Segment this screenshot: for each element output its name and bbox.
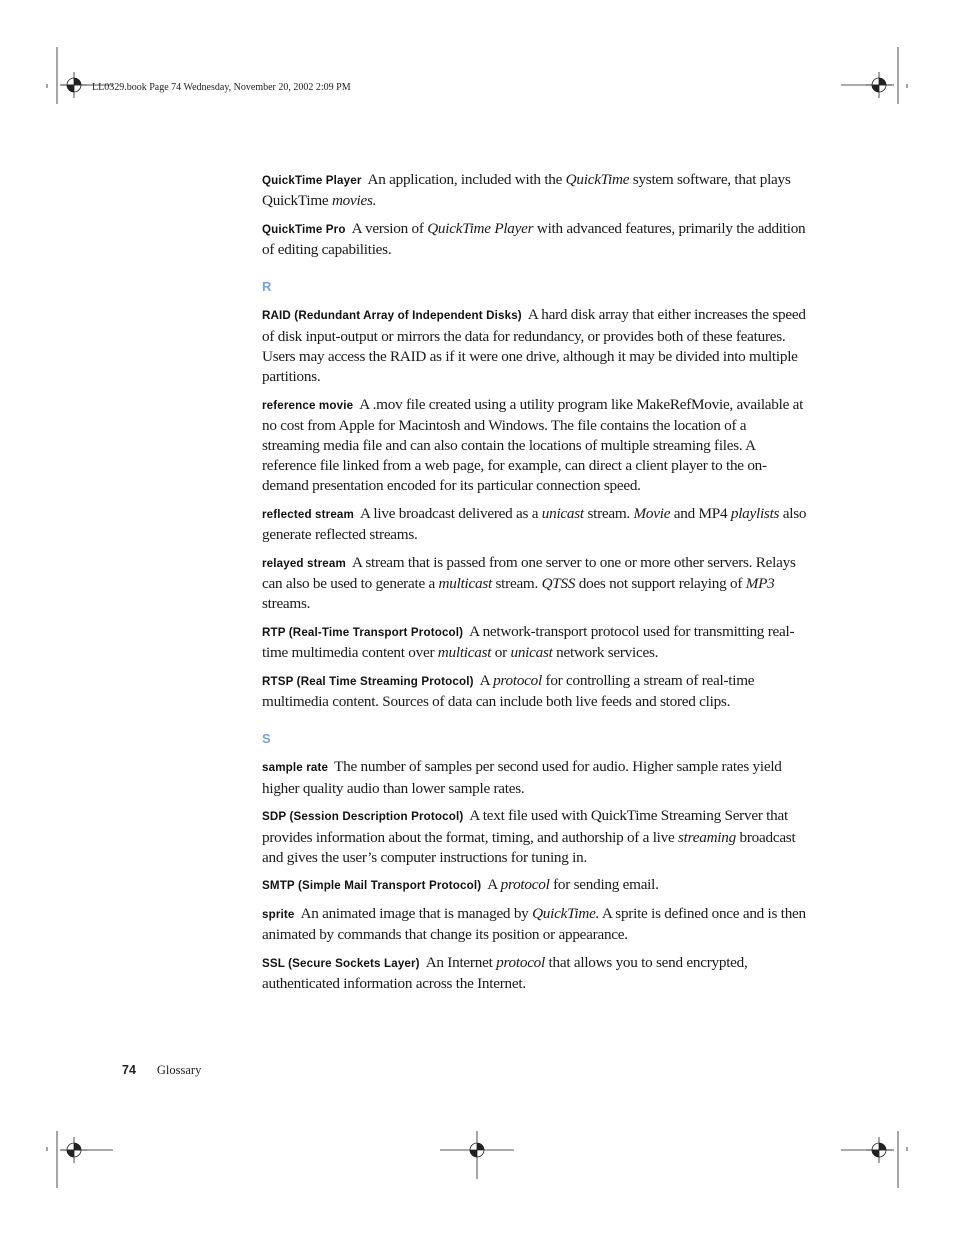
definition-emphasis: QTSS bbox=[541, 575, 576, 593]
glossary-term: SDP (Session Description Protocol) bbox=[262, 810, 464, 824]
glossary-term: QuickTime Pro bbox=[262, 222, 346, 236]
glossary-term: SMTP (Simple Mail Transport Protocol) bbox=[262, 879, 482, 893]
definition-text: for controlling a stream of real-time multimedia content. Sources of data can include both live feeds and stored clips. bbox=[262, 672, 755, 711]
glossary-term: reference movie bbox=[262, 398, 354, 412]
glossary-entry bbox=[262, 553, 807, 615]
definition-text: An application, included with the bbox=[367, 171, 566, 188]
glossary-sections bbox=[262, 279, 807, 994]
page-footer bbox=[122, 1063, 201, 1078]
glossary-term: sprite bbox=[262, 908, 295, 922]
glossary-entry bbox=[262, 953, 807, 994]
definition-emphasis: streaming bbox=[678, 828, 736, 846]
glossary-content bbox=[262, 170, 807, 1002]
definition-text: An animated image that is managed by bbox=[300, 905, 533, 923]
glossary-term: RTP (Real-Time Transport Protocol) bbox=[262, 626, 464, 640]
definition-text: with advanced features, primarily the addition of editing capabilities. bbox=[262, 219, 806, 259]
definition-emphasis: QuickTime bbox=[565, 171, 630, 188]
page-number: 74 bbox=[122, 1063, 136, 1077]
glossary-term: RTSP (Real Time Streaming Protocol) bbox=[262, 675, 474, 689]
definition-text: A hard disk array that either increases the speed of disk input-output or mirrors the data for redundancy, or provides both of these features. Users may access the RAID as if it were one drive, although it may be divided into multiple partitions. bbox=[262, 306, 806, 385]
section-letter: R bbox=[262, 279, 272, 295]
section-letter: S bbox=[262, 731, 271, 747]
section-name: Glossary bbox=[156, 1063, 202, 1077]
definition-emphasis: protocol bbox=[493, 672, 542, 690]
glossary-term: RAID (Redundant Array of Independent Disks) bbox=[262, 309, 522, 323]
glossary-entry bbox=[262, 757, 807, 798]
definition-emphasis: MP3 bbox=[745, 575, 775, 593]
glossary-entry bbox=[262, 170, 807, 211]
print-header: LL0329.book Page 74 Wednesday, November 20, 2002 2:09 PM bbox=[92, 82, 351, 93]
glossary-term: reflected stream bbox=[262, 508, 354, 522]
definition-text: An Internet bbox=[425, 954, 497, 972]
definition-text: network services. bbox=[552, 644, 659, 662]
definition-emphasis: multicast bbox=[437, 644, 492, 662]
glossary-entry bbox=[262, 395, 807, 497]
definition-text: streams. bbox=[262, 595, 311, 613]
definition-text: and MP4 bbox=[670, 505, 731, 523]
glossary-entry bbox=[262, 504, 807, 545]
definition-text: A text file used with QuickTime Streaming Server that provides information about the format, timing, and authorship of a live bbox=[262, 807, 788, 846]
entries-q bbox=[262, 170, 807, 260]
definition-text: or bbox=[491, 644, 511, 662]
definition-text: does not support relaying of bbox=[575, 575, 746, 593]
definition-emphasis: multicast bbox=[438, 575, 492, 593]
glossary-term: QuickTime Player bbox=[262, 174, 362, 187]
definition-text: stream. bbox=[583, 505, 634, 523]
glossary-entry bbox=[262, 219, 807, 260]
definition-emphasis: QuickTime. bbox=[532, 905, 600, 923]
glossary-entry bbox=[262, 305, 807, 387]
glossary-term: sample rate bbox=[262, 761, 329, 775]
glossary-entry bbox=[262, 875, 807, 896]
definition-text: broadcast and gives the user’s computer instructions for tuning in. bbox=[262, 828, 796, 866]
definition-text: stream. bbox=[491, 575, 542, 593]
definition-emphasis: movies. bbox=[331, 192, 377, 210]
glossary-entry bbox=[262, 671, 807, 712]
definition-text: A sprite is defined once and is then animated by commands that change its position or appearance. bbox=[262, 905, 806, 944]
definition-emphasis: unicast bbox=[510, 644, 553, 662]
definition-emphasis: unicast bbox=[541, 505, 584, 523]
definition-text: A network-transport protocol used for transmitting real-time multimedia content over bbox=[262, 623, 795, 662]
definition-text: for sending email. bbox=[549, 876, 659, 894]
glossary-entry bbox=[262, 904, 807, 945]
definition-text: that allows you to send encrypted, authenticated information across the Internet. bbox=[262, 954, 748, 993]
glossary-entry bbox=[262, 806, 807, 868]
definition-text: A .mov file created using a utility program like MakeRefMovie, available at no cost from Apple for Macintosh and Windows. The file contains the location of a streaming media file and can also contain the locations of multiple streaming files. A reference file linked from a web page, for example, can direct a client player to the on-demand presentation encoded for its particular connection speed. bbox=[262, 395, 804, 495]
definition-text: A stream that is passed from one server to one or more other servers. Relays can also be used to generate a bbox=[262, 554, 796, 593]
glossary-entry bbox=[262, 622, 807, 663]
definition-emphasis: protocol bbox=[496, 954, 545, 972]
definition-text: A bbox=[487, 876, 501, 894]
definition-emphasis: QuickTime Player bbox=[427, 219, 534, 237]
definition-text: The number of samples per second used for audio. Higher sample rates yield higher quality audio than lower sample rates. bbox=[262, 758, 782, 797]
definition-emphasis: protocol bbox=[500, 876, 550, 894]
definition-emphasis: playlists bbox=[730, 505, 780, 523]
definition-text: A version of bbox=[351, 219, 428, 237]
definition-text: also generate reflected streams. bbox=[262, 505, 807, 544]
definition-text: A bbox=[479, 672, 494, 690]
definition-text: A live broadcast delivered as a bbox=[359, 505, 542, 523]
definition-text: system software, that plays QuickTime bbox=[262, 171, 791, 210]
glossary-term: SSL (Secure Sockets Layer) bbox=[262, 957, 420, 971]
glossary-term: relayed stream bbox=[262, 557, 346, 571]
definition-emphasis: Movie bbox=[633, 505, 671, 523]
